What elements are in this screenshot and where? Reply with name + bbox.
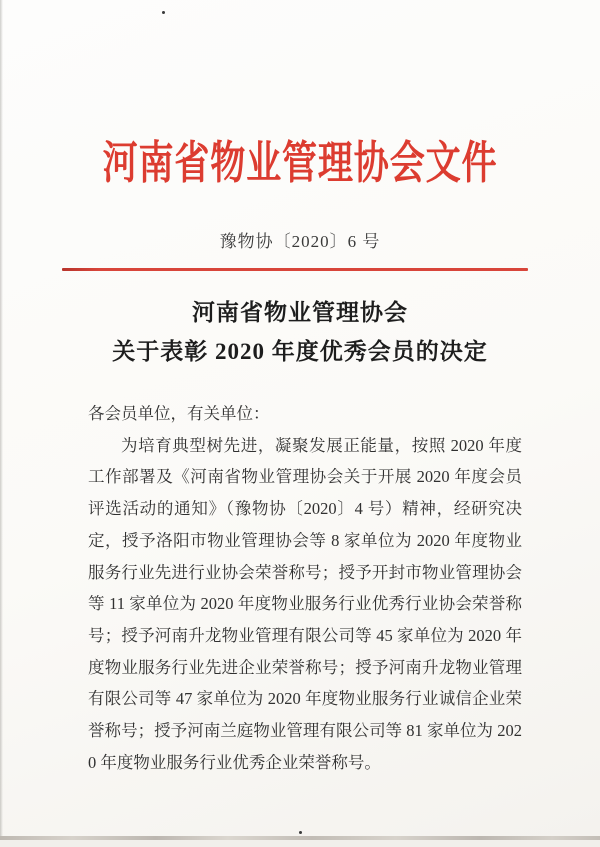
document-title-line1: 河南省物业管理协会: [192, 300, 408, 325]
body-paragraph: 为培育典型树先进，凝聚发展正能量，按照 2020 年度工作部署及《河南省物业管理协会关于开展 2020 年度会员评选活动的通知》（豫物协〔2020〕4 号）精神，经研究决定，授予洛阳市物业管理协会等 8 家单位为 2020 年度物业服务行业先进行业协会荣誉称号；授予开封市物业管理协会等 11 家单位为 2020 年度物业服务行业优秀行业协会荣誉称号；授予河南升龙物业管理有限公司等 45 家单位为 2020 年度物业服务行业先进企业荣誉称号；授予河南升龙物业管理有限公司等 47 家单位为 2020 年度物业服务行业诚信企业荣誉称号；授予河南兰庭物业管理有限公司等 81 家单位为 2020 年度物业服务行业优秀企业荣誉称号。: [88, 435, 522, 772]
scan-speck: [299, 831, 302, 834]
scan-speck: [162, 11, 165, 14]
document-title-line2: 关于表彰 2020 年度优秀会员的决定: [112, 339, 488, 364]
letterhead-org-title: 河南省物业管理协会文件: [102, 138, 498, 188]
document-number: 豫物协〔2020〕6 号: [219, 232, 381, 251]
salutation-line: 各会员单位，有关单位：: [88, 404, 270, 423]
red-divider-line: [62, 268, 528, 271]
scan-edge-bottom: [0, 836, 600, 847]
scan-edge-left: [0, 0, 3, 847]
document-body: [88, 398, 522, 778]
